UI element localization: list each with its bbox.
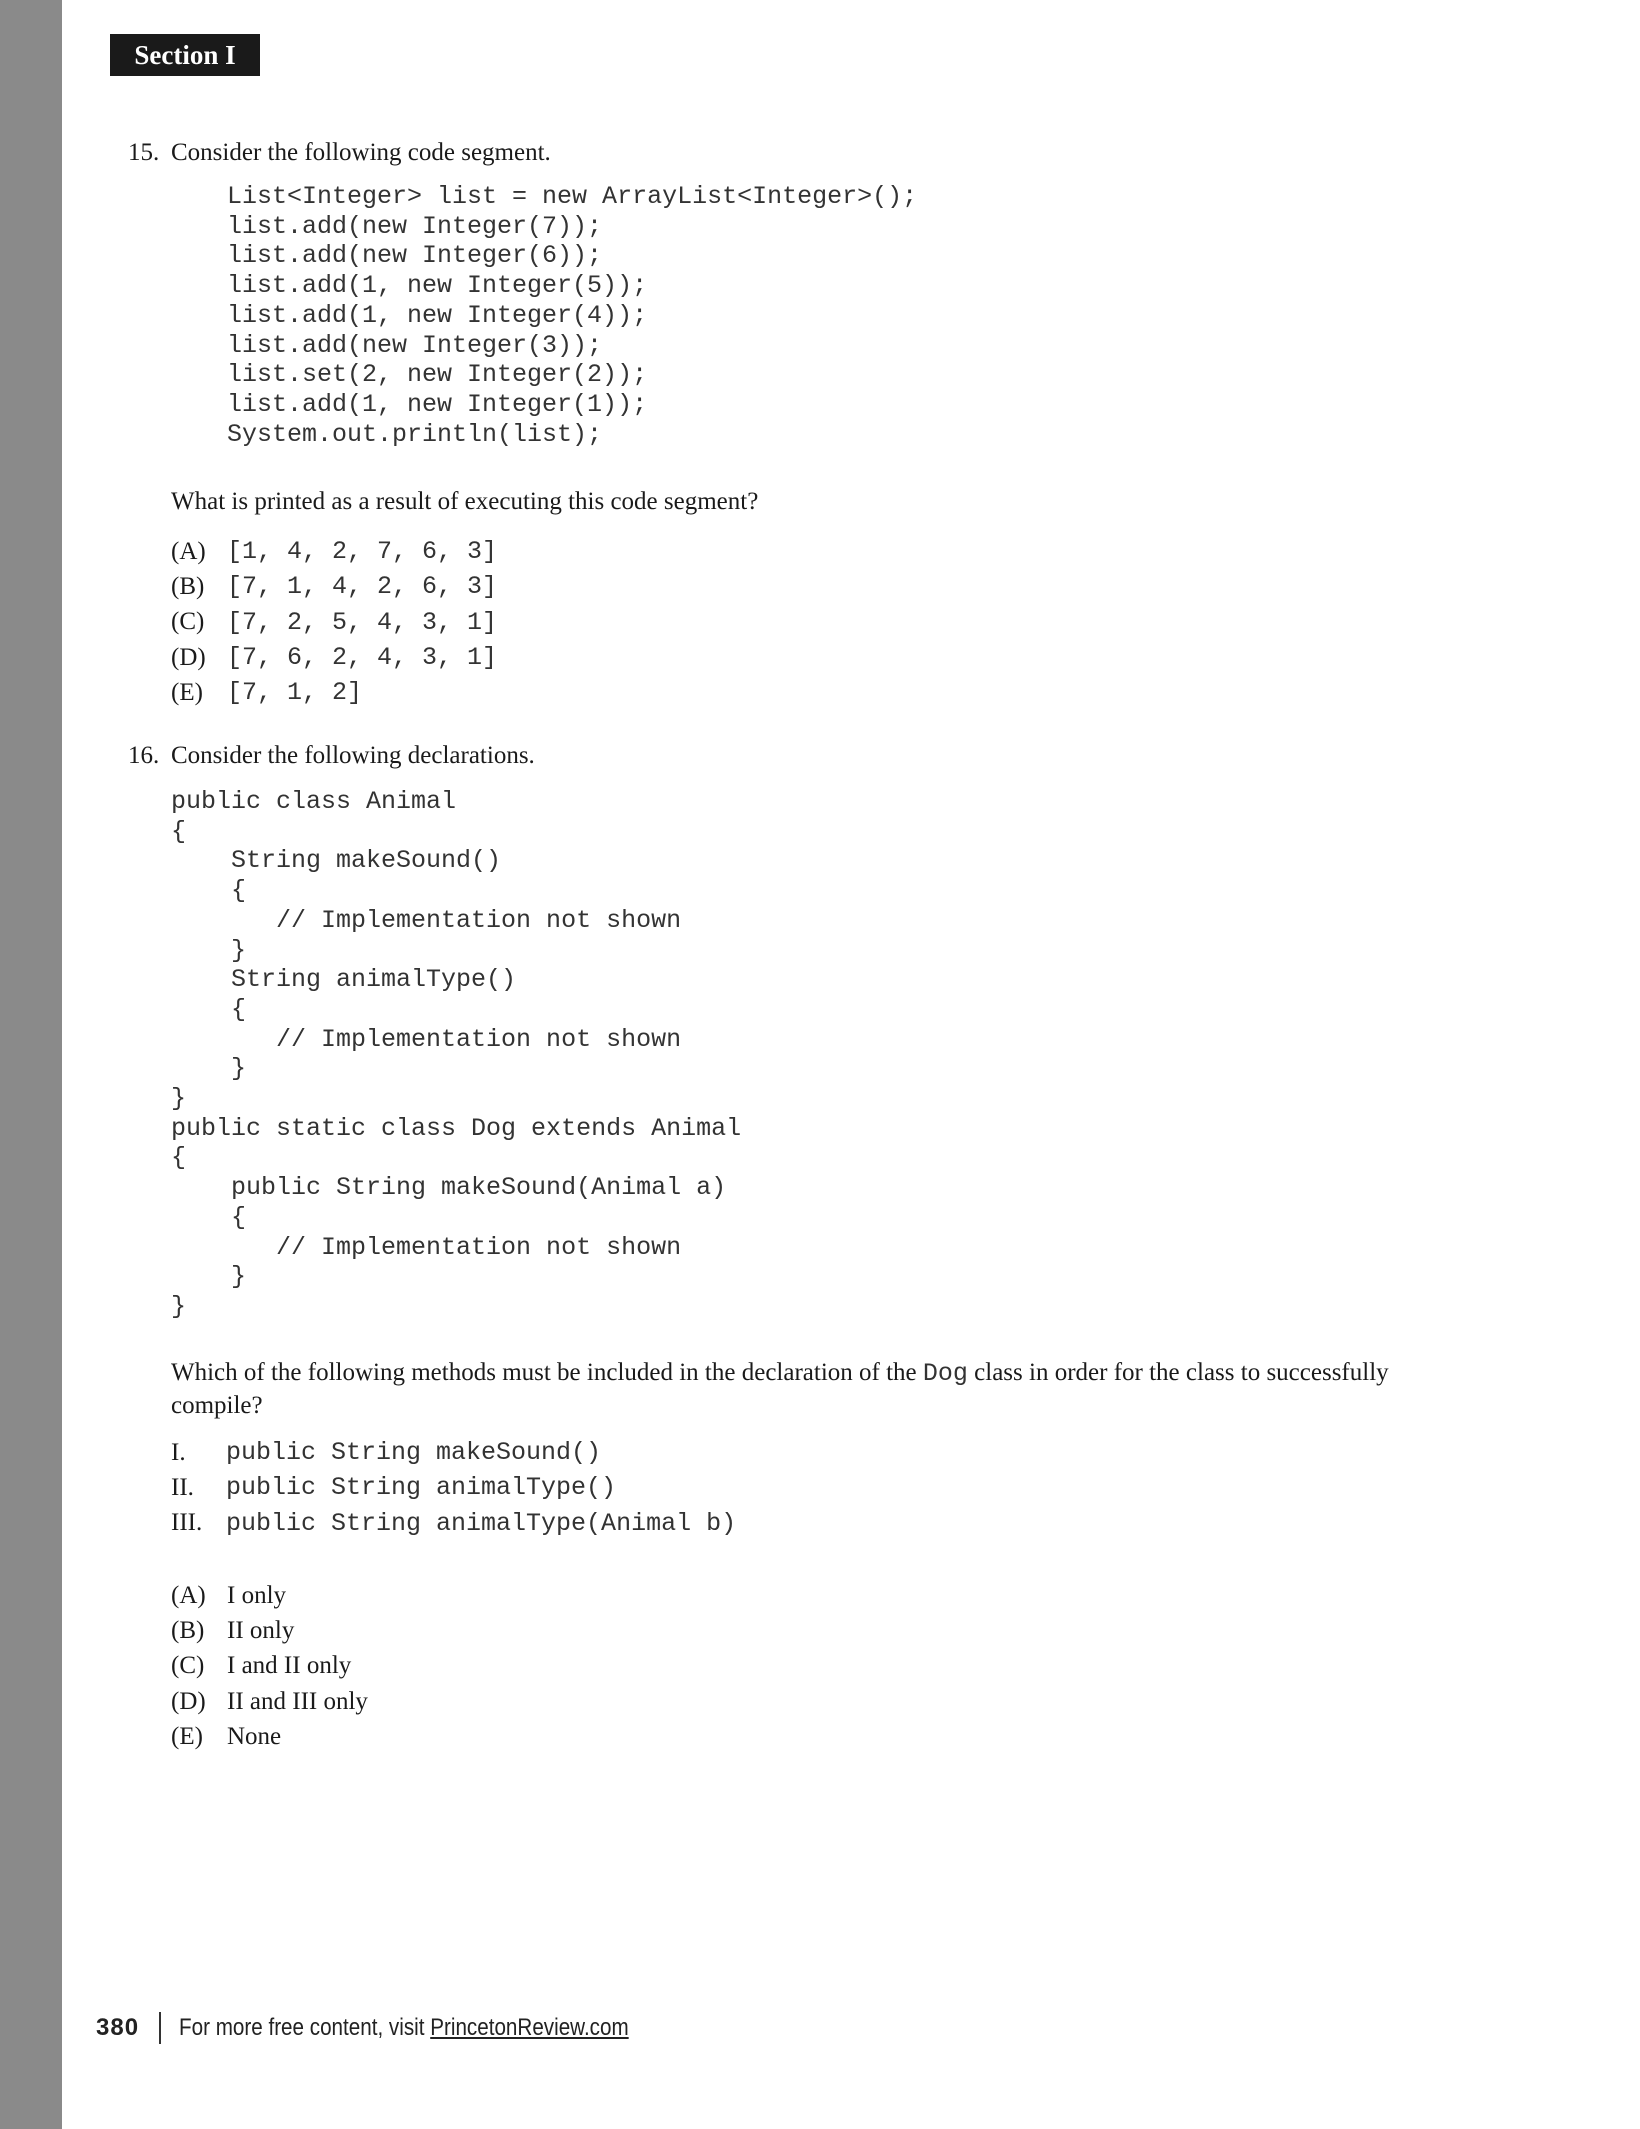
choice-text: [7, 1, 4, 2, 6, 3]: [227, 572, 498, 602]
code-line: }: [171, 1054, 247, 1084]
page-number: 380: [96, 2014, 140, 2041]
code-line: }: [171, 1262, 247, 1292]
answer-choice-a[interactable]: [171, 534, 497, 569]
choice-label: (B): [171, 1616, 205, 1644]
question-16-choices: [171, 1578, 368, 1754]
question-16-code: [171, 787, 741, 1322]
code-line: list.add(new Integer(3));: [227, 330, 603, 360]
code-line: list.add(new Integer(6));: [227, 241, 603, 271]
option-text: public String animalType(): [226, 1473, 617, 1503]
answer-choice-c[interactable]: [171, 605, 497, 640]
code-line: list.set(2, new Integer(2));: [227, 360, 648, 390]
choice-text: [7, 2, 5, 4, 3, 1]: [227, 607, 498, 637]
question-15-prompt: Consider the following code segment.: [171, 139, 551, 166]
choice-label: (D): [171, 643, 206, 671]
choice-label: (B): [171, 572, 205, 600]
question-15-number: 15.: [128, 139, 160, 166]
choice-text: II only: [227, 1616, 295, 1644]
code-line: String animalType(): [171, 965, 517, 995]
choice-text: [1, 4, 2, 7, 6, 3]: [227, 537, 498, 567]
choice-text: [7, 1, 2]: [227, 678, 363, 708]
answer-choice-a[interactable]: [171, 1578, 368, 1613]
question-16-prompt: Consider the following declarations.: [171, 742, 535, 769]
code-line: {: [171, 816, 187, 846]
code-line: public String makeSound(Animal a): [171, 1173, 727, 1203]
answer-choice-d[interactable]: [171, 1684, 368, 1719]
roman-option-iii: [171, 1506, 736, 1541]
roman-option-ii: [171, 1470, 736, 1505]
code-line: }: [171, 1084, 187, 1114]
answer-choice-d[interactable]: [171, 640, 497, 675]
footer-divider: [159, 2012, 161, 2044]
roman-option-i: [171, 1435, 736, 1470]
section-label: Section I: [110, 34, 260, 76]
choice-text: I only: [227, 1581, 287, 1609]
question-16-number: 16.: [128, 742, 160, 769]
code-line: }: [171, 935, 247, 965]
choice-text: II and III only: [227, 1687, 368, 1715]
page-gutter: [0, 0, 62, 2129]
code-line: public static class Dog extends Animal: [171, 1113, 742, 1143]
code-line: list.add(1, new Integer(4));: [227, 300, 648, 330]
answer-choice-b[interactable]: [171, 569, 497, 604]
choice-label: (D): [171, 1687, 206, 1715]
option-text: public String makeSound(): [226, 1438, 602, 1468]
option-label: III.: [171, 1509, 203, 1537]
code-line: // Implementation not shown: [171, 905, 682, 935]
choice-label: (A): [171, 537, 206, 565]
choice-label: (C): [171, 608, 205, 636]
answer-choice-e[interactable]: [171, 1719, 368, 1754]
code-line: }: [171, 1291, 187, 1321]
choice-label: (A): [171, 1581, 206, 1609]
code-line: System.out.println(list);: [227, 419, 603, 449]
code-line: {: [171, 994, 247, 1024]
code-line: list.add(1, new Integer(1));: [227, 389, 648, 419]
code-line: {: [171, 876, 247, 906]
choice-text: I and II only: [227, 1652, 352, 1680]
option-text: public String animalType(Animal b): [226, 1508, 737, 1538]
question-text: Which of the following methods must be included in the declaration of the: [171, 1359, 923, 1386]
code-line: // Implementation not shown: [171, 1232, 682, 1262]
question-16-options: [171, 1435, 736, 1541]
inline-code: Dog: [922, 1359, 968, 1388]
answer-choice-b[interactable]: [171, 1613, 368, 1648]
choice-label: (E): [171, 678, 203, 706]
code-line: String makeSound(): [171, 846, 502, 876]
choice-text: [7, 6, 2, 4, 3, 1]: [227, 643, 498, 673]
question-15-choices: [171, 534, 497, 710]
footer-link[interactable]: PrincetonReview.com: [430, 2014, 629, 2041]
choice-label: (E): [171, 1722, 203, 1750]
question-15-code: [227, 182, 917, 449]
footer-text: [179, 2014, 629, 2042]
code-line: public class Animal: [171, 787, 457, 816]
code-line: list.add(1, new Integer(5));: [227, 271, 648, 301]
code-line: {: [171, 1202, 247, 1232]
code-line: {: [171, 1143, 187, 1173]
code-line: // Implementation not shown: [171, 1024, 682, 1054]
option-label: II.: [171, 1473, 194, 1501]
choice-label: (C): [171, 1652, 205, 1680]
code-line: List<Integer> list = new ArrayList<Integer>();: [227, 182, 918, 211]
question-15-question: What is printed as a result of executing this code segment?: [171, 488, 759, 515]
footer-message: For more free content, visit: [179, 2014, 431, 2041]
question-16-question: [171, 1357, 1461, 1422]
option-label: I.: [171, 1438, 186, 1466]
question-text: class in order for the class to successfully compile?: [171, 1359, 1389, 1419]
answer-choice-e[interactable]: [171, 675, 497, 710]
choice-text: None: [227, 1722, 282, 1750]
code-line: list.add(new Integer(7));: [227, 211, 603, 241]
page-footer: [96, 2010, 702, 2046]
answer-choice-c[interactable]: [171, 1649, 368, 1684]
